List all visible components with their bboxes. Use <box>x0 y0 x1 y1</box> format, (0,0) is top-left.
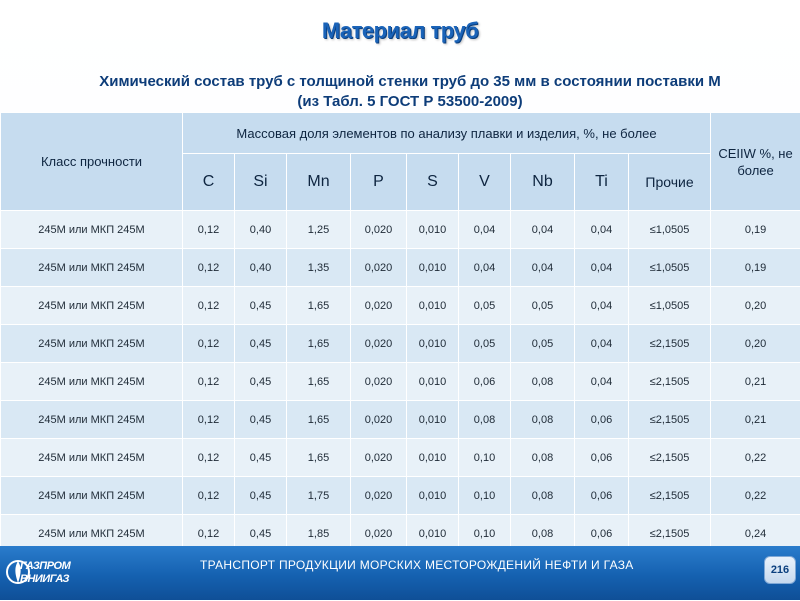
cell-strength-class: 245М или МКП 245М <box>1 363 183 401</box>
cell-c: 0,12 <box>183 401 235 439</box>
table-row <box>1 439 800 477</box>
cell-si: 0,45 <box>235 363 287 401</box>
cell-nb: 0,05 <box>511 325 575 363</box>
header-element-mn: Mn <box>287 154 351 211</box>
subtitle <box>40 72 780 112</box>
cell-s: 0,010 <box>407 211 459 249</box>
header-element-ti: Ti <box>575 154 629 211</box>
cell-si: 0,40 <box>235 249 287 287</box>
cell-s: 0,010 <box>407 439 459 477</box>
cell-ti: 0,04 <box>575 325 629 363</box>
cell-ceiiw: 0,22 <box>711 439 800 477</box>
cell-mn: 1,65 <box>287 363 351 401</box>
cell-strength-class: 245М или МКП 245М <box>1 477 183 515</box>
subtitle-line-1: Химический состав труб с толщиной стенки труб до 35 мм в состоянии поставки М <box>40 72 780 92</box>
cell-ceiiw: 0,21 <box>711 363 800 401</box>
cell-p: 0,020 <box>351 211 407 249</box>
cell-strength-class: 245М или МКП 245М <box>1 325 183 363</box>
cell-v: 0,05 <box>459 287 511 325</box>
cell-v: 0,06 <box>459 363 511 401</box>
cell-other: ≤2,1505 <box>629 439 711 477</box>
table-row <box>1 211 800 249</box>
table-row <box>1 401 800 439</box>
cell-s: 0,010 <box>407 249 459 287</box>
cell-nb: 0,04 <box>511 211 575 249</box>
cell-other: ≤1,0505 <box>629 249 711 287</box>
cell-s: 0,010 <box>407 325 459 363</box>
cell-other: ≤2,1505 <box>629 515 711 553</box>
cell-strength-class: 245М или МКП 245М <box>1 401 183 439</box>
table-row <box>1 363 800 401</box>
cell-si: 0,45 <box>235 515 287 553</box>
cell-mn: 1,65 <box>287 401 351 439</box>
cell-c: 0,12 <box>183 211 235 249</box>
cell-s: 0,010 <box>407 401 459 439</box>
cell-p: 0,020 <box>351 287 407 325</box>
cell-ceiiw: 0,22 <box>711 477 800 515</box>
footer-bar <box>0 546 800 600</box>
header-element-si: Si <box>235 154 287 211</box>
cell-mn: 1,75 <box>287 477 351 515</box>
cell-other: ≤1,0505 <box>629 211 711 249</box>
cell-strength-class: 245М или МКП 245М <box>1 287 183 325</box>
cell-ceiiw: 0,21 <box>711 401 800 439</box>
cell-v: 0,10 <box>459 439 511 477</box>
cell-v: 0,04 <box>459 249 511 287</box>
cell-p: 0,020 <box>351 363 407 401</box>
cell-v: 0,08 <box>459 401 511 439</box>
cell-nb: 0,08 <box>511 363 575 401</box>
header-element-s: S <box>407 154 459 211</box>
cell-ti: 0,04 <box>575 211 629 249</box>
cell-p: 0,020 <box>351 477 407 515</box>
cell-strength-class: 245М или МКП 245М <box>1 211 183 249</box>
cell-s: 0,010 <box>407 363 459 401</box>
header-mass-fraction: Массовая доля элементов по анализу плавки и изделия, %, не более <box>183 113 711 154</box>
cell-mn: 1,65 <box>287 287 351 325</box>
cell-strength-class: 245М или МКП 245М <box>1 515 183 553</box>
cell-nb: 0,08 <box>511 439 575 477</box>
footer-text: ТРАНСПОРТ ПРОДУКЦИИ МОРСКИХ МЕСТОРОЖДЕНИЙ НЕФТИ И ГАЗА <box>200 558 634 572</box>
page-title: Материал труб <box>0 18 800 44</box>
cell-p: 0,020 <box>351 325 407 363</box>
cell-other: ≤2,1505 <box>629 401 711 439</box>
cell-s: 0,010 <box>407 287 459 325</box>
cell-ceiiw: 0,20 <box>711 287 800 325</box>
subtitle-line-2: (из Табл. 5 ГОСТ Р 53500-2009) <box>40 92 780 112</box>
cell-ti: 0,06 <box>575 515 629 553</box>
cell-ti: 0,04 <box>575 287 629 325</box>
cell-p: 0,020 <box>351 401 407 439</box>
header-element-v: V <box>459 154 511 211</box>
cell-si: 0,45 <box>235 325 287 363</box>
header-strength-class: Класс прочности <box>1 113 183 211</box>
cell-c: 0,12 <box>183 325 235 363</box>
cell-v: 0,10 <box>459 515 511 553</box>
cell-strength-class: 245М или МКП 245М <box>1 249 183 287</box>
cell-ti: 0,06 <box>575 477 629 515</box>
cell-ceiiw: 0,20 <box>711 325 800 363</box>
cell-v: 0,10 <box>459 477 511 515</box>
cell-other: ≤2,1505 <box>629 325 711 363</box>
cell-nb: 0,04 <box>511 249 575 287</box>
gazprom-vniigaz-logo <box>6 548 68 596</box>
table-row <box>1 477 800 515</box>
cell-si: 0,45 <box>235 477 287 515</box>
cell-mn: 1,85 <box>287 515 351 553</box>
cell-si: 0,45 <box>235 287 287 325</box>
cell-nb: 0,05 <box>511 287 575 325</box>
cell-c: 0,12 <box>183 515 235 553</box>
logo-line-1: ГАЗПРОМ <box>20 560 70 572</box>
cell-p: 0,020 <box>351 515 407 553</box>
cell-c: 0,12 <box>183 439 235 477</box>
logo-line-2: ВНИИГАЗ <box>20 573 69 585</box>
cell-nb: 0,08 <box>511 515 575 553</box>
cell-c: 0,12 <box>183 287 235 325</box>
cell-si: 0,40 <box>235 211 287 249</box>
cell-c: 0,12 <box>183 363 235 401</box>
cell-c: 0,12 <box>183 249 235 287</box>
cell-p: 0,020 <box>351 439 407 477</box>
cell-si: 0,45 <box>235 439 287 477</box>
cell-ti: 0,06 <box>575 401 629 439</box>
cell-ti: 0,06 <box>575 439 629 477</box>
cell-v: 0,05 <box>459 325 511 363</box>
gazprom-logo-icon <box>6 548 68 596</box>
cell-nb: 0,08 <box>511 401 575 439</box>
header-element-p: P <box>351 154 407 211</box>
page-number: 216 <box>764 556 796 584</box>
cell-v: 0,04 <box>459 211 511 249</box>
table-row <box>1 249 800 287</box>
cell-s: 0,010 <box>407 477 459 515</box>
cell-s: 0,010 <box>407 515 459 553</box>
cell-c: 0,12 <box>183 477 235 515</box>
cell-mn: 1,65 <box>287 325 351 363</box>
header-element-other: Прочие <box>629 154 711 211</box>
cell-ti: 0,04 <box>575 249 629 287</box>
cell-ceiiw: 0,19 <box>711 249 800 287</box>
header-element-nb: Nb <box>511 154 575 211</box>
cell-other: ≤2,1505 <box>629 477 711 515</box>
header-element-c: C <box>183 154 235 211</box>
cell-other: ≤2,1505 <box>629 363 711 401</box>
table-row <box>1 287 800 325</box>
cell-strength-class: 245М или МКП 245М <box>1 439 183 477</box>
cell-mn: 1,35 <box>287 249 351 287</box>
cell-other: ≤1,0505 <box>629 287 711 325</box>
cell-mn: 1,65 <box>287 439 351 477</box>
table-row <box>1 325 800 363</box>
cell-ti: 0,04 <box>575 363 629 401</box>
cell-p: 0,020 <box>351 249 407 287</box>
cell-ceiiw: 0,24 <box>711 515 800 553</box>
cell-nb: 0,08 <box>511 477 575 515</box>
cell-si: 0,45 <box>235 401 287 439</box>
header-ceiiw: CEIIW %, не более <box>711 113 800 211</box>
cell-mn: 1,25 <box>287 211 351 249</box>
cell-ceiiw: 0,19 <box>711 211 800 249</box>
composition-table <box>0 112 800 553</box>
